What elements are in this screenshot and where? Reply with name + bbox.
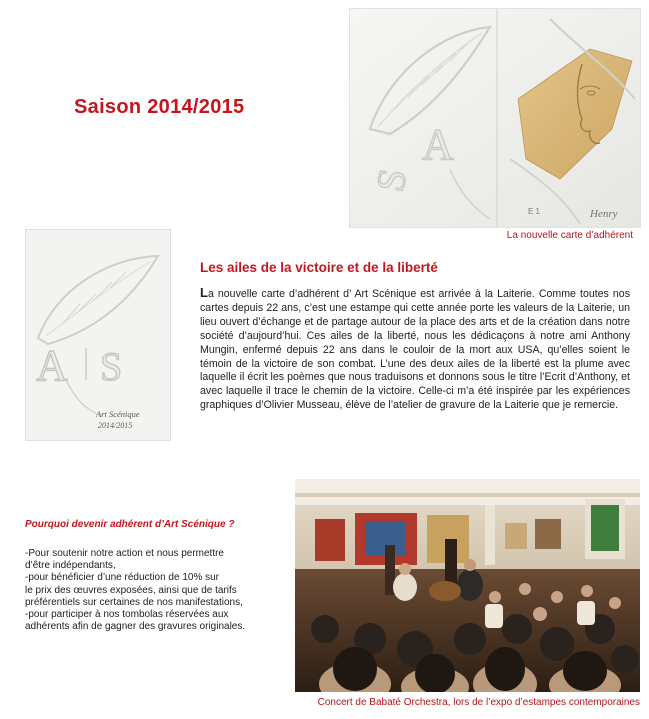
artist-signature: Henry [590,208,618,220]
dropcap: L [200,285,208,300]
embossed-a-glyph: A [422,120,454,169]
why-join-title: Pourquoi devenir adhérent d’Art Scénique ? [25,519,235,530]
svg-text:S: S [367,165,416,196]
why-join-line: -pour participer à nos tombolas réservées aux [25,609,229,621]
article-body [200,286,630,413]
embossed-a-glyph: A [36,341,68,390]
why-join-line: -pour bénéficier d’une réduction de 10% sur [25,572,220,584]
why-join-line: adhérents afin de gagner des gravures originales. [25,621,246,633]
print-number: E 1 [528,207,541,216]
card-date: 2014/2015 [98,421,133,430]
embossed-card-illustration [350,9,641,228]
why-join-line: -Pour soutenir notre action et nous permettre [25,548,224,559]
why-join-line: préférentiels sur certaines de nos manifestations, [25,596,243,608]
concert-photo-caption: Concert de Babaté Orchestra, lors de l’expo d’estampes contemporaines [317,697,640,708]
membership-card-photo [349,8,641,228]
concert-photo [295,479,640,692]
why-join-line: d’être indépendants, [25,560,116,572]
season-title: Saison 2014/2015 [74,96,245,118]
card-signature: Art Scénique [96,409,140,419]
card-photo-caption: La nouvelle carte d’adhérent [506,230,633,241]
why-join-list [25,548,285,633]
card-front-photo [25,229,171,441]
svg-text:S: S [100,344,123,389]
article-title: Les ailes de la victoire et de la liberté [200,260,438,275]
card-front-illustration [26,230,171,441]
why-join-line: le prix des œuvres exposées, ainsi que de tarifs [25,584,237,596]
concert-scene-illustration [295,479,640,692]
article-text: a nouvelle carte d’adhérent d’ Art Scénique est arrivée à la Laiterie. Comme toutes nos cartes depuis 22 ans, c’est une estampe qui cette année porte les valeurs de la Laiterie, un lieu ouvert d’échange et de partage autour de la place des arts et de la création dans notre société d’aujourd’hui. Ces ailes de la liberté, nous les dédicaçons à notre ami Anthony Mungin, enfermé depuis 22 ans dans le couloir de la mort aux USA, qu’elles soient le témoin de la victoire de son combat. L’une des deux ailes de la liberté est la plume avec laquelle il écrit les poèmes que nous traduisons et donnons sous le titre l’Ecrit d’Anthony, et avec laquelle il trace le chemin de la victoire. Celle-ci m’a été inspirée par les expériences graphiques d’Olivier Musseau, élève de l’atelier de gravure de la Laiterie que je remercie. [200,288,630,412]
